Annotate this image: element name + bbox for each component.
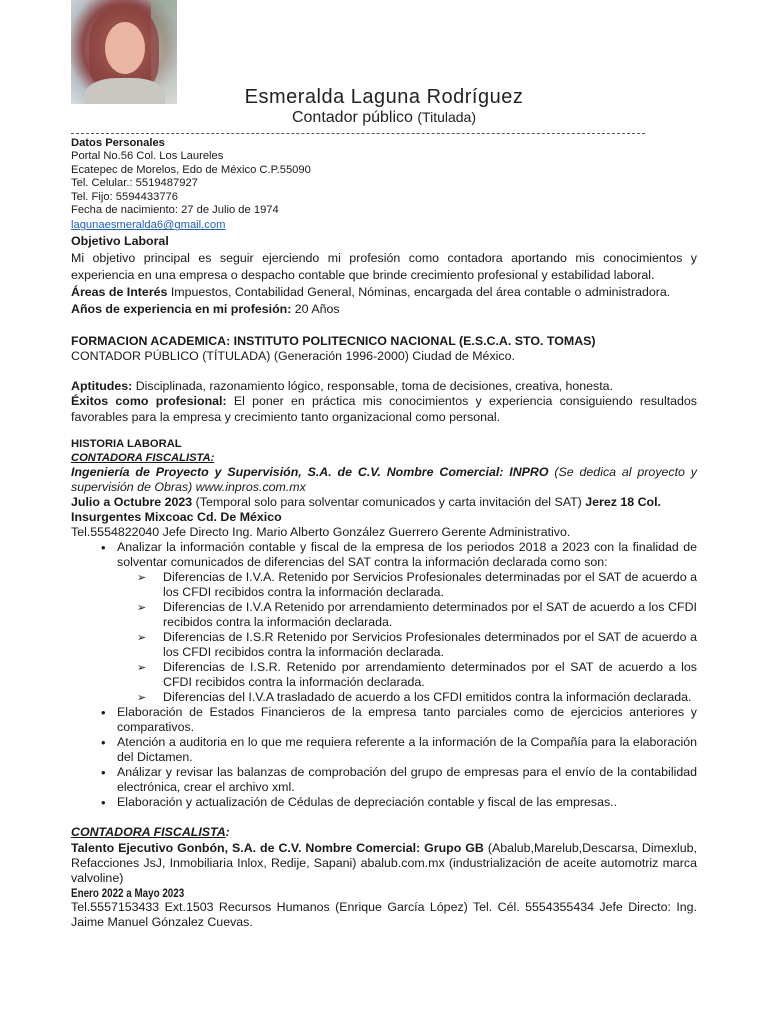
candidate-name: Esmeralda Laguna Rodríguez [244, 86, 524, 108]
interest-areas-text: Impuestos, Contabilidad General, Nóminas, encargada del área contable o administradora. [167, 284, 671, 299]
job2-company-note: (Abalub,Marelub,Descarsa, Dimexlub, Refacciones JsJ, Inmobiliaria Inlox, Redije, Sapani) abalub.com.mx (industrialización de aceite automotriz marca valvoline) [71, 840, 697, 885]
mobile-phone: Tel. Celular.: 5519487927 [71, 177, 198, 190]
address-line-1: Portal No.56 Col. Los Laureles [71, 150, 224, 163]
job1-period: Julio a Octubre 2023 [71, 495, 193, 510]
job2-period-line [71, 886, 697, 900]
job1-duties [101, 540, 697, 810]
list-item: • Análizar y revisar las balanzas de comprobación del grupo de empresas para el envío de la contabilidad electrónica, crear el archivo xml. [101, 765, 697, 795]
professional-success-label: Éxitos como profesional: [71, 394, 227, 409]
job2-role-colon: : [225, 825, 230, 840]
aptitudes [71, 379, 697, 395]
job2-contact: Tel.5557153433 Ext.1503 Recursos Humanos (Enrique García López) Tel. Cél. 5554355434 Jefe Directo: Ing. Jaime Manuel Gónzalez Cuevas. [71, 899, 697, 929]
job1-contact: Tel.5554822040 Jefe Directo Ing. Mario Alberto González Guerrero Gerente Administrativo. [71, 525, 571, 540]
birth-date: Fecha de nacimiento: 27 de Julio de 1974 [71, 204, 279, 217]
list-item [101, 540, 697, 705]
title-main: Contador público [291, 109, 413, 126]
job1-period-note: (Temporal solo para solventar comunicados y carta invitación del SAT) [192, 495, 586, 510]
years-experience [71, 302, 697, 318]
objective-text: Mi objetivo principal es seguir ejerciendo mi profesión como contadora aportando mis conocimientos y experiencia en una empresa o despacho contable que brinde crecimiento profesional y estabilidad laboral. [71, 250, 697, 282]
objective-heading: Objetivo Laboral [71, 234, 169, 249]
list-item: ➢ Diferencias de I.V.A. Retenido por Servicios Profesionales determinadas por el SAT de acuerdo a los CFDI recibidos contra la información declarada. [125, 570, 697, 600]
job1-company-name: Ingeniería de Proyecto y Supervisión, S.A. de C.V. Nombre Comercial: INPRO [71, 465, 549, 480]
work-history-heading: HISTORIA LABORAL [71, 438, 182, 451]
professional-success-text: El poner en práctica mis conocimientos y experiencia consiguiendo resultados favorables para la empresa y crecimiento tanto organizacional como personal. [71, 394, 698, 424]
years-experience-label: Años de experiencia en mi profesión: [71, 302, 292, 317]
interest-areas [71, 285, 697, 301]
email-link[interactable]: lagunaesmeralda6@gmail.com [71, 219, 226, 232]
job2-company-name: Talento Ejecutivo Gonbón, S.A. de C.V. Nombre Comercial: Grupo GB [71, 840, 484, 855]
job2-role-text: CONTADORA FISCALISTA [71, 825, 226, 840]
list-item: ➢ Diferencias del I.V.A trasladado de acuerdo a los CFDI emitidos contra la información declarada. [125, 690, 697, 705]
job2-role [71, 825, 697, 841]
list-item: • Elaboración y actualización de Cédulas de depreciación contable y fiscal de las empresas.. [101, 795, 697, 810]
job1-company [71, 465, 697, 495]
professional-success [71, 394, 697, 425]
resume-body [71, 137, 697, 930]
aptitudes-label: Aptitudes: [71, 378, 133, 393]
job1-subduties [125, 570, 697, 705]
job2-period: Enero 2022 a Mayo 2023 [71, 885, 185, 900]
job1-period-line [71, 495, 697, 525]
job1-role: CONTADORA FISCALISTA: [71, 451, 215, 464]
education-text: CONTADOR PÚBLICO (TÍTULADA) (Generación 1996-2000) Ciudad de México. [71, 349, 515, 364]
years-experience-text: 20 Años [291, 302, 340, 317]
aptitudes-text: Disciplinada, razonamiento lógico, responsable, toma de decisiones, creativa, honesta. [132, 378, 614, 393]
list-item: ➢ Diferencias de I.V.A Retenido por arrendamiento determinados por el SAT de acuerdo a los CFDI recibidos contra la información declarada. [125, 600, 697, 630]
header-divider [71, 133, 645, 134]
interest-areas-label: Áreas de Interés [71, 284, 168, 299]
title-note: (Titulada) [417, 109, 477, 125]
job1-duty-1: Analizar la información contable y fiscal de la empresa de los periodos 2018 a 2023 con la finalidad de solventar comunicados de diferencias del SAT contra la información declarada como son: [117, 540, 697, 570]
list-item: ➢ Diferencias de I.S.R Retenido por Servicios Profesionales determinados por el SAT de acuerdo a los CFDI recibidos contra la información declarada. [125, 630, 697, 660]
landline-phone: Tel. Fijo: 5594433776 [71, 190, 178, 203]
candidate-title [0, 109, 768, 127]
list-item: • Elaboración de Estados Financieros de la empresa tanto parciales como de ejercicios anteriores y comparativos. [101, 705, 697, 735]
list-item: • Atención a auditoria en lo que me requiera referente a la información de la Compañía para la elaboración del Dictamen. [101, 735, 697, 765]
list-item: ➢ Diferencias de I.S.R. Retenido por arrendamiento determinados por el SAT de acuerdo a los CFDI recibidos contra la información declarada. [125, 660, 697, 690]
education-heading: FORMACION ACADEMICA: INSTITUTO POLITECNICO NACIONAL (E.S.C.A. STO. TOMAS) [71, 333, 596, 348]
job1-location: Jerez 18 Col. Insurgentes Mixcoac Cd. De México [71, 495, 661, 525]
job1-company-note: (Se dedica al proyecto y supervisión de Obras) www.inpros.com.mx [71, 465, 697, 495]
personal-data-heading: Datos Personales [71, 137, 165, 149]
address-line-2: Ecatepec de Morelos, Edo de México C.P.55090 [71, 163, 311, 176]
job2-company [71, 841, 697, 886]
